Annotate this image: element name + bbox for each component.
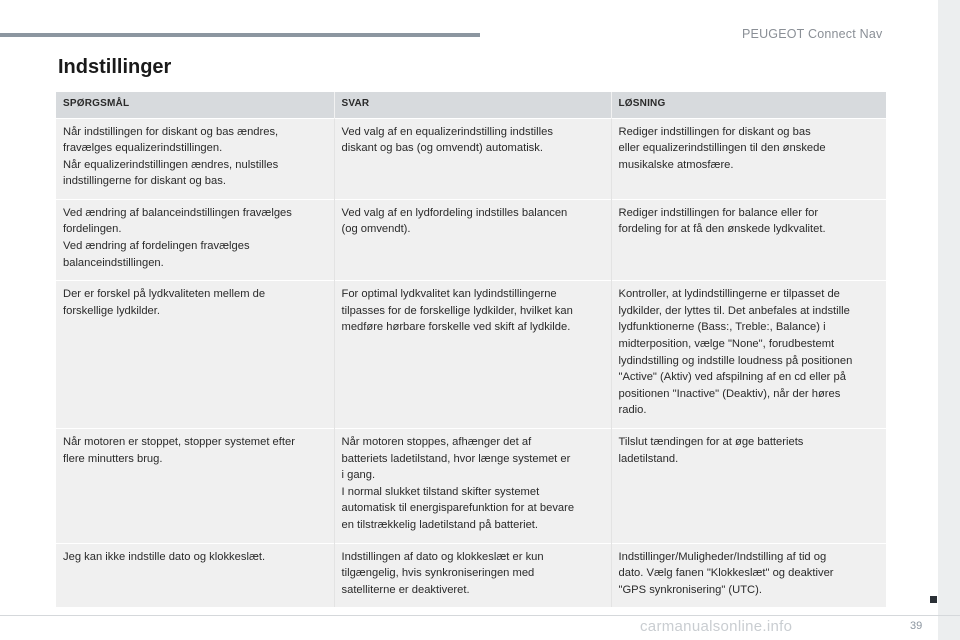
table-row — [56, 281, 886, 429]
table-cell-solution — [611, 429, 886, 544]
cell-text: Når motoren er stoppet, stopper systemet efter flere minutters brug. — [63, 436, 295, 465]
table-cell-answer — [334, 199, 611, 280]
cell-text: For optimal lydkvalitet kan lydindstillingerne tilpasses for de forskellige lydkilder, hvilket kan medføre hørbare forskelle ved skift af lydkilde. — [341, 288, 573, 334]
table-header-row — [56, 92, 886, 118]
right-margin-strip — [938, 0, 960, 640]
cell-text: Ved valg af en equalizerindstilling indstilles diskant og bas (og omvendt) automatisk. — [341, 125, 553, 155]
table-cell-solution — [611, 199, 886, 280]
cell-text: Rediger indstillingen for balance eller for fordeling for at få den ønskede lydkvalitet. — [618, 206, 826, 236]
table-cell-question — [56, 199, 334, 280]
cell-text: Når indstillingen for diskant og bas ændres, fravælges equalizerindstillingen. Når equalizerindstillingen ændres, nulstilles indstillingerne for diskant og bas. — [63, 125, 279, 188]
cell-text: Tilslut tændingen for at øge batteriets ladetilstand. — [618, 436, 804, 465]
table-cell-question — [56, 429, 334, 544]
table-cell-solution — [611, 543, 886, 607]
cell-text: Ved ændring af balanceindstillingen fravælges fordelingen. Ved ændring af fordelingen fravælges balanceindstillingen. — [63, 206, 292, 269]
cell-text: Rediger indstillingen for diskant og bas eller equalizerindstillingen til den ønskede musikalske atmosfære. — [618, 125, 826, 171]
cell-text: Der er forskel på lydkvaliteten mellem de forskellige lydkilder. — [63, 288, 266, 317]
cell-text: Indstillinger/Muligheder/Indstilling af tid og dato. Vælg fanen "Klokkeslæt" og deaktiver "GPS synkronisering" (UTC). — [618, 550, 834, 596]
column-header-answer: SVAR — [334, 92, 611, 118]
table-cell-question — [56, 543, 334, 607]
table-cell-answer — [334, 543, 611, 607]
table-cell-solution — [611, 118, 886, 199]
page-number: 39 — [910, 620, 923, 632]
table-row — [56, 429, 886, 544]
table-cell-question — [56, 118, 334, 199]
table-row — [56, 199, 886, 280]
header-rule — [0, 33, 480, 37]
table-cell-answer — [334, 429, 611, 544]
footer-rule — [0, 615, 960, 616]
table-row — [56, 543, 886, 607]
table-row — [56, 118, 886, 199]
cell-text: Indstillingen af dato og klokkeslæt er kun tilgængelig, hvis synkroniseringen med satelliterne er deaktiveret. — [341, 550, 544, 596]
column-header-solution: LØSNING — [611, 92, 886, 118]
cell-text: Når motoren stoppes, afhænger det af batteriets ladetilstand, hvor længe systemet er i gang. I normal slukket tilstand skifter systemet automatisk til energisparefunktion for at bevare en tilstrækkelig ladetilstand på batteriet. — [341, 436, 575, 531]
table-cell-solution — [611, 281, 886, 429]
brand-label: PEUGEOT Connect Nav — [742, 27, 883, 41]
continued-marker-icon — [930, 596, 937, 603]
table-cell-answer — [334, 118, 611, 199]
page-title: Indstillinger — [58, 56, 172, 78]
cell-text: Kontroller, at lydindstillingerne er tilpasset de lydkilder, der lyttes til. Det anbefales at indstille lydfunktionerne (Bass:, Treble:, Balance) i midterposition, vælge "None", forudbestemt lydindstilling og indstille loudness på positionen "Active" (Aktiv) ved afspilning af en cd eller på positionen "Inactive" (Deaktiv), når der høres radio. — [618, 288, 853, 417]
watermark: carmanualsonline.info — [640, 618, 793, 635]
column-header-question: SPØRGSMÅL — [56, 92, 334, 118]
cell-text: Jeg kan ikke indstille dato og klokkeslæt. — [63, 550, 266, 563]
faq-table — [56, 92, 886, 607]
cell-text: Ved valg af en lydfordeling indstilles balancen (og omvendt). — [341, 206, 568, 236]
table-cell-answer — [334, 281, 611, 429]
table-cell-question — [56, 281, 334, 429]
